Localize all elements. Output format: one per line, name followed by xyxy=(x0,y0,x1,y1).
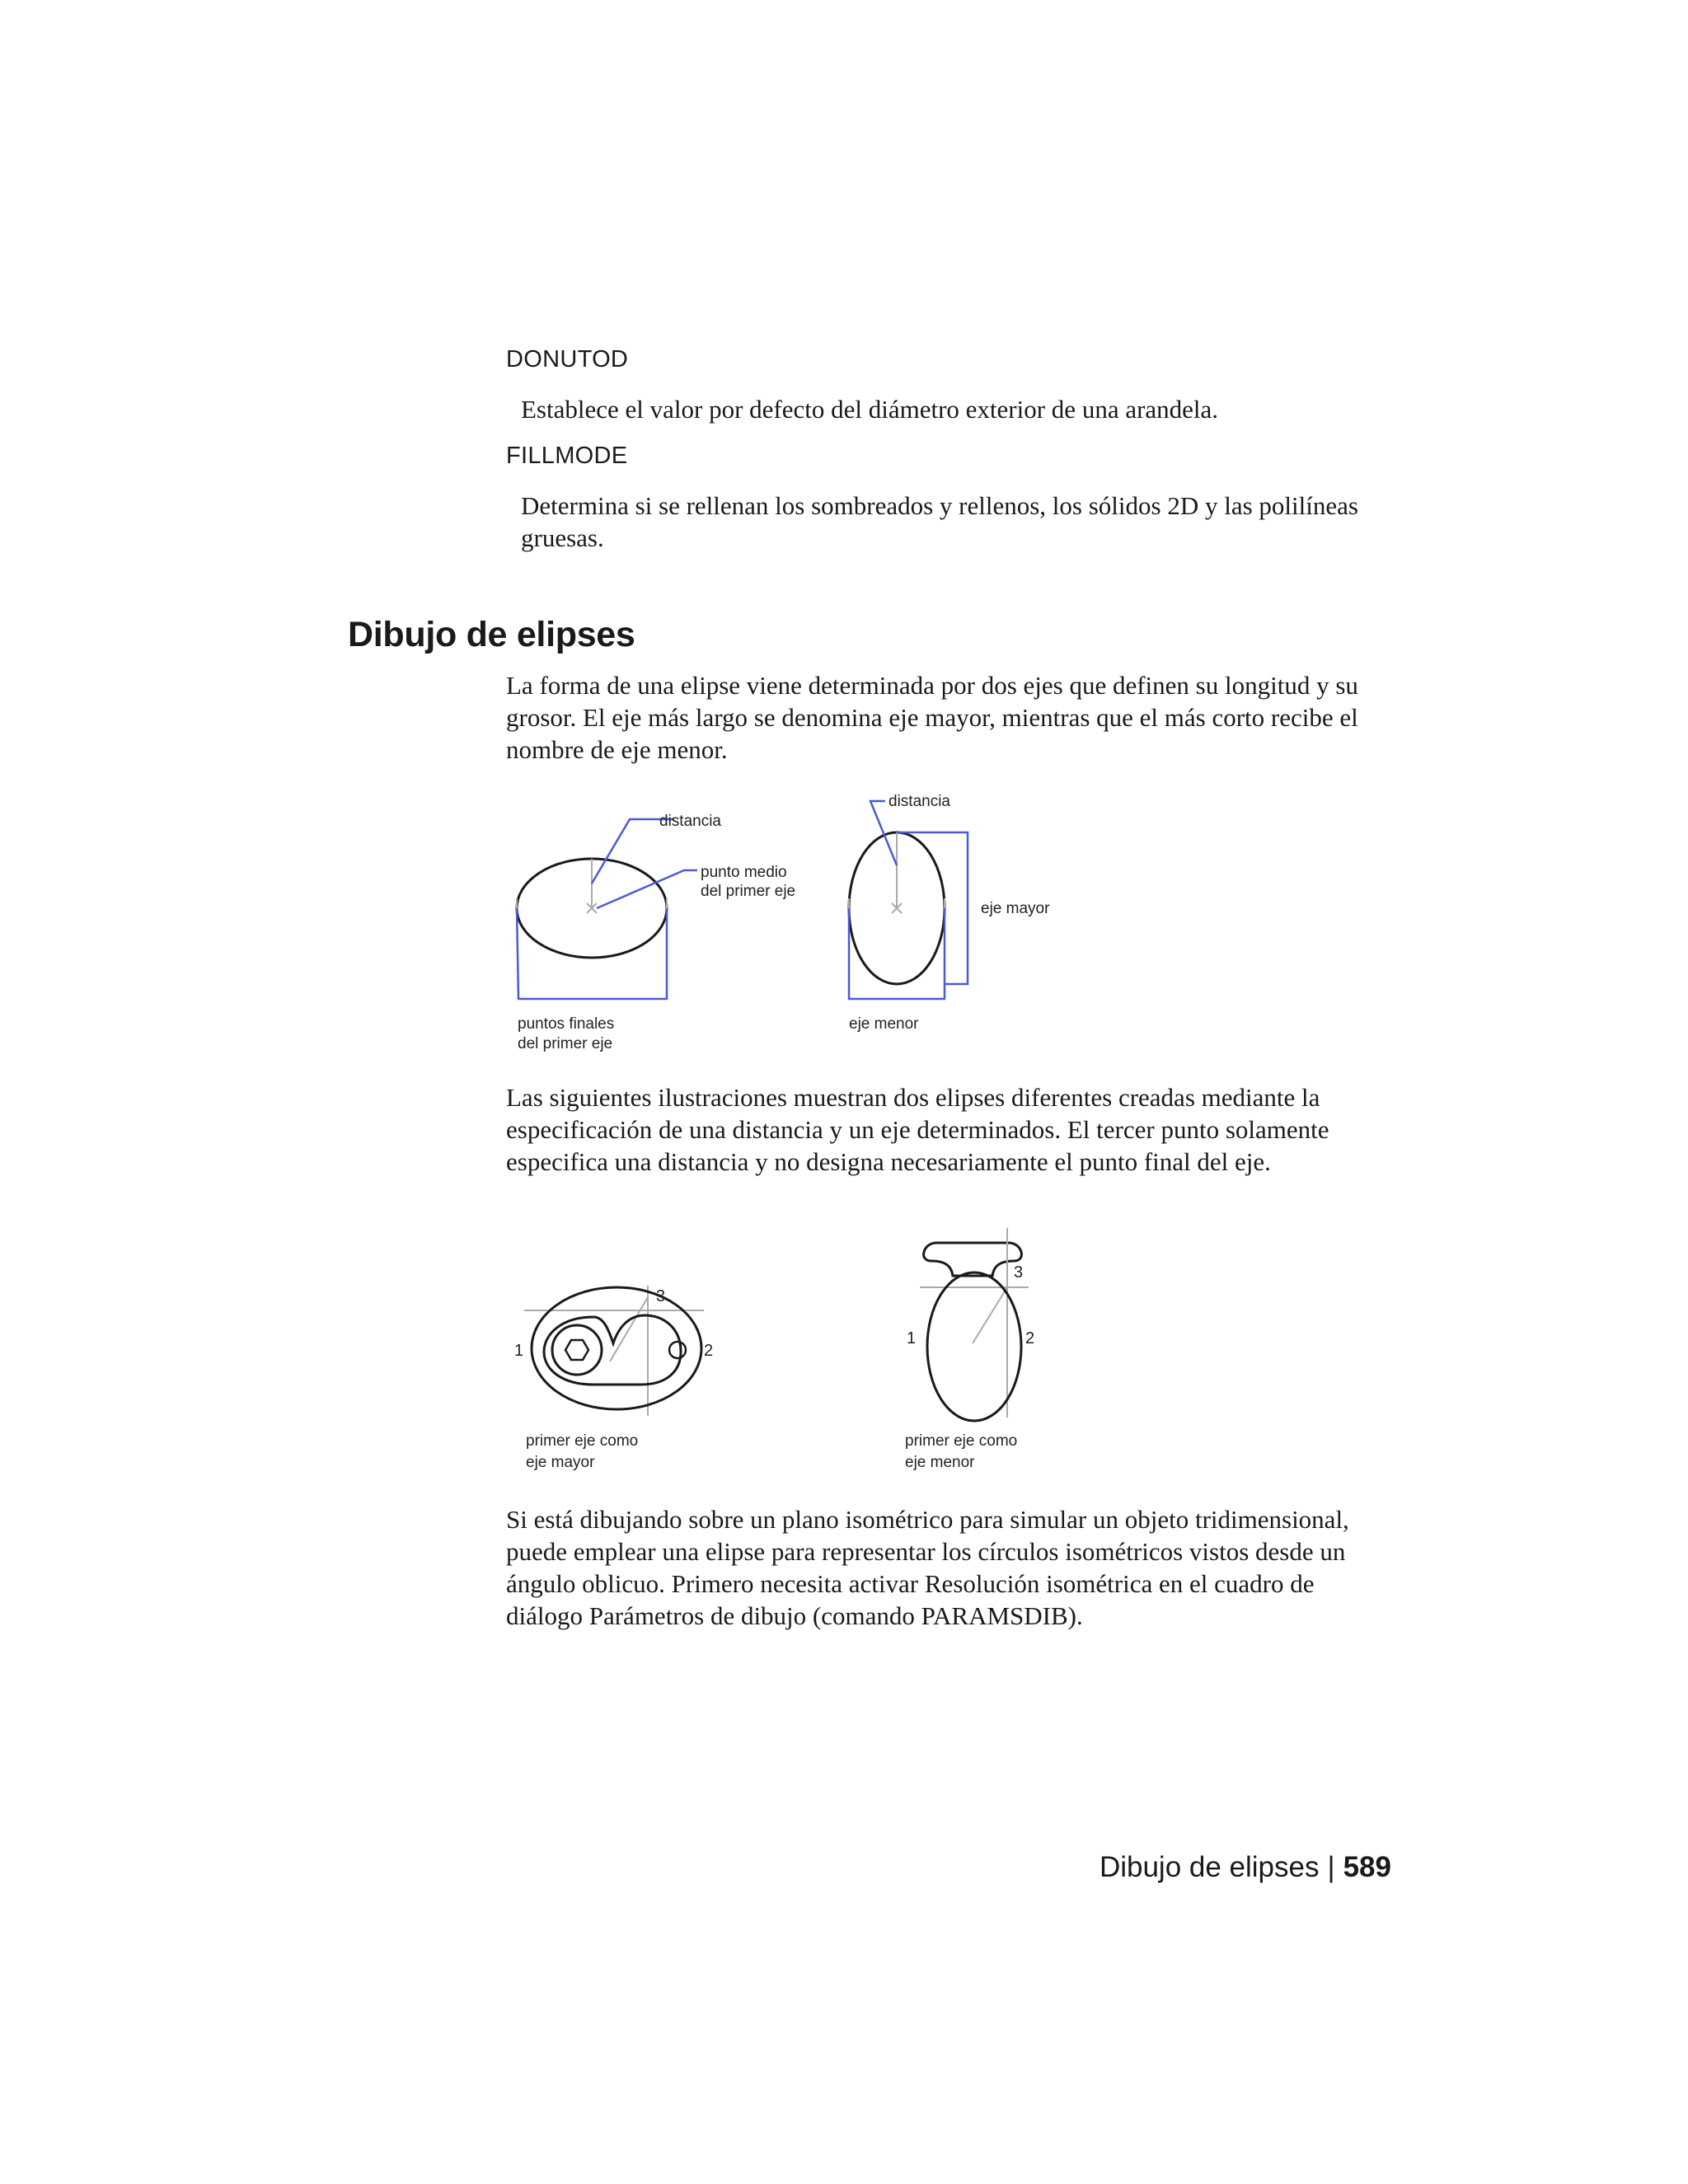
figure-ellipse-axes-svg xyxy=(495,783,1088,1063)
distance-label: distancia xyxy=(889,793,950,810)
midpoint-label: del primer eje xyxy=(701,883,796,900)
running-title: Dibujo de elipses xyxy=(1099,1851,1320,1883)
midpoint-label: punto medio xyxy=(701,864,787,881)
vertical-ellipse-diagram xyxy=(849,793,1050,1033)
distance-construction xyxy=(610,1297,648,1361)
endpoints-label: del primer eje xyxy=(518,1035,613,1052)
point-3-label: 3 xyxy=(1014,1263,1024,1282)
hexagon xyxy=(565,1340,588,1360)
caption-line: eje mayor xyxy=(526,1454,595,1471)
distance-label: distancia xyxy=(659,813,721,830)
page-footer xyxy=(1100,1849,1391,1886)
body-paragraph: Si está dibujando sobre un plano isométrico para simular un objeto tridimensional, puede emplear una elipse para representar los círculos isométricos vistos desde un ángulo oblicuo. Primero necesita activar Resolución isométrica en el cuadro de diálogo Parámetros de dibujo (comando PARAMSDIB). xyxy=(506,1505,1349,1630)
footer-separator: | xyxy=(1327,1851,1335,1883)
endpoints-label: puntos finales xyxy=(518,1015,615,1033)
minor-axis-label: eje menor xyxy=(849,1015,919,1033)
outer-ellipse xyxy=(532,1287,701,1409)
point-2-label: 2 xyxy=(1025,1329,1035,1347)
definition-text: Establece el valor por defecto del diámetro exterior de una arandela. xyxy=(521,395,1219,424)
body-paragraph: Las siguientes ilustraciones muestran dos elipses diferentes creadas mediante la especificación de una distancia y un eje determinados. El tercer punto solamente especifica una distancia y no designa necesariamente el punto final del eje. xyxy=(506,1083,1329,1176)
figure-ellipse-axes xyxy=(495,783,1088,1063)
caption-line: primer eje como xyxy=(905,1432,1018,1450)
point-1-label: 1 xyxy=(514,1342,524,1360)
page-number: 589 xyxy=(1343,1851,1391,1883)
caption-line: primer eje como xyxy=(526,1432,639,1450)
section-heading: Dibujo de elipses xyxy=(348,615,635,654)
figure-axis-distance-svg xyxy=(495,1228,1088,1475)
caption-line: eje menor xyxy=(905,1454,975,1471)
body-paragraph: La forma de una elipse viene determinada por dos ejes que definen su longitud y su grosor. El eje más largo se denomina eje mayor, mientras que el más corto recibe el nombre de eje menor. xyxy=(506,671,1358,764)
hex-boss-circle xyxy=(552,1325,602,1375)
definition-term: DONUTOD xyxy=(506,346,629,373)
horizontal-ellipse-diagram xyxy=(517,813,795,1052)
point-1-label: 1 xyxy=(907,1329,917,1347)
definition-text: Determina si se rellenan los sombreados y rellenos, los sólidos 2D y las polilíneas gruesas. xyxy=(521,491,1358,552)
definition-term: FILLMODE xyxy=(506,443,628,469)
distance-construction xyxy=(973,1287,1007,1343)
point-2-label: 2 xyxy=(704,1342,714,1360)
ellipse-major-axis-diagram xyxy=(514,1286,713,1471)
figure-axis-distance xyxy=(495,1228,1088,1475)
major-axis-label: eje mayor xyxy=(981,900,1050,917)
small-hole xyxy=(669,1342,686,1358)
ellipse-minor-axis-diagram xyxy=(905,1228,1034,1471)
first-axis-dimension xyxy=(517,908,667,999)
point-3-label: 3 xyxy=(656,1287,666,1305)
